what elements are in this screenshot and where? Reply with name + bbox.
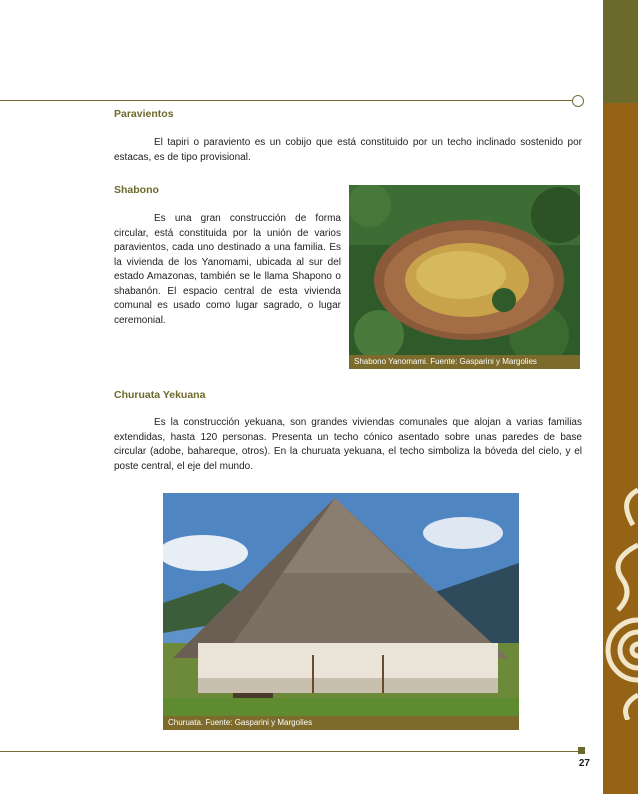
divider-circle-icon [572, 95, 584, 107]
bottom-divider [0, 751, 582, 752]
shabono-image [349, 185, 580, 369]
heading-shabono: Shabono [114, 184, 159, 196]
side-band-top [603, 0, 638, 103]
shabono-photo [349, 185, 580, 369]
page-number: 27 [578, 758, 590, 769]
paravientos-text: El tapiri o paraviento es un cobijo que está constituido por un techo inclinado sostenido por estacas, es de tipo provisional. [114, 137, 582, 163]
heading-paravientos: Paravientos [114, 108, 174, 120]
shabono-text: Es una gran construcción de forma circular, está constituida por la unión de varios paravientos, cada uno destinado a una familia. Es la vivienda de los Yanomami, ubicada al sur del estado Amazonas, también se le llama Shapono o shabanón. El espacio central de esta vivienda comunal es usado como lugar sagrado, o lugar ceremonial. [114, 213, 341, 326]
churuata-caption: Churuata. Fuente: Gasparini y Margolies [163, 716, 519, 730]
top-divider [0, 100, 572, 101]
spiral-ornament-icon [598, 470, 638, 720]
churuata-image [163, 493, 519, 730]
shabono-caption: Shabono Yanomami. Fuente: Gasparini y Margolies [349, 355, 580, 369]
divider-square-icon [578, 747, 585, 754]
heading-churuata: Churuata Yekuana [114, 389, 206, 401]
churuata-photo [163, 493, 519, 730]
churuata-text: Es la construcción yekuana, son grandes viviendas comunales que alojan a varias familias extendidas, hasta 120 personas. Presenta un techo cónico asentado sobre unas paredes de base circular (adobe, bahareque, otros). En la churuata yekuana, el techo simboliza la bóveda del cielo, y el poste central, el eje del mundo. [114, 417, 582, 472]
